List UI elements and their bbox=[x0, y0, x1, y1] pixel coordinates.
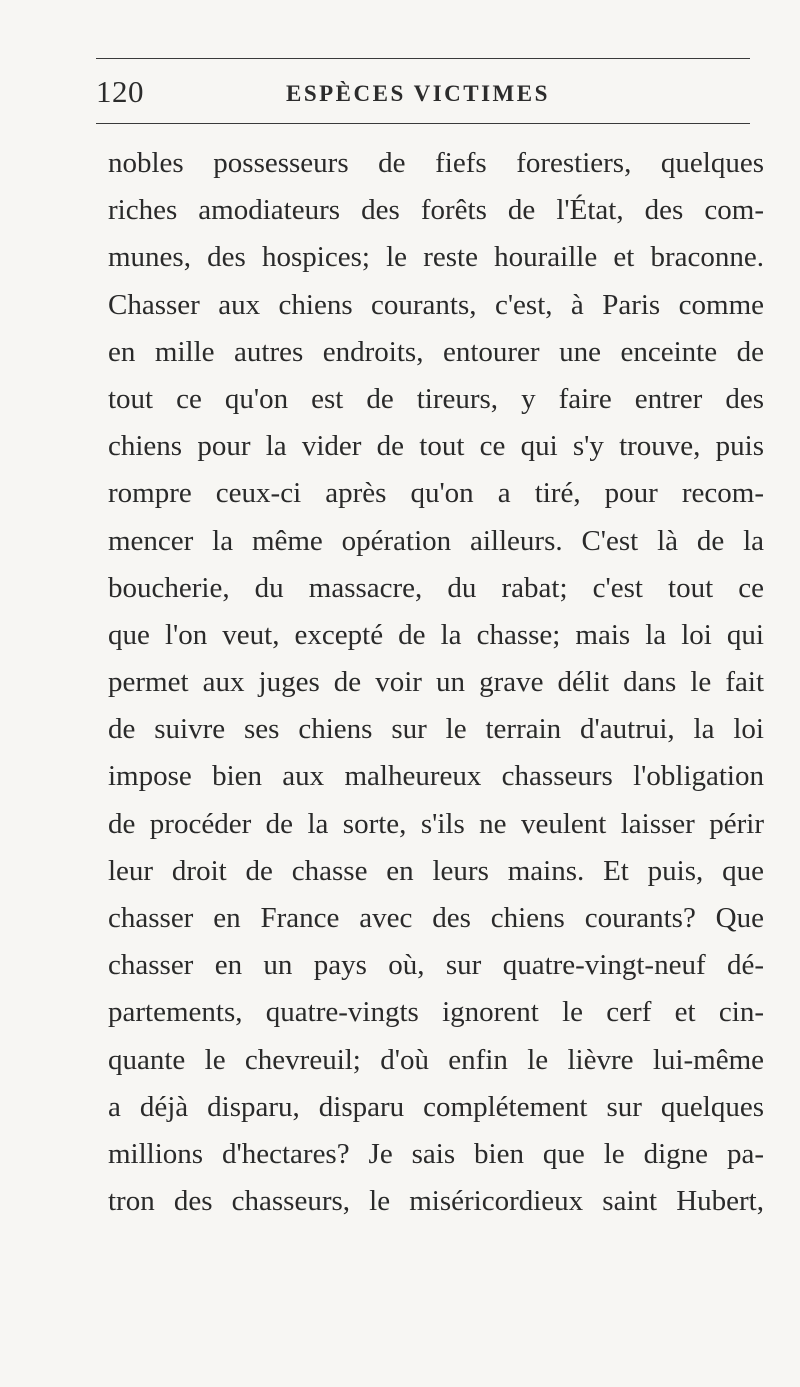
page-number: 120 bbox=[96, 74, 144, 109]
text-line: millions d'hectares? Je sais bien que le digne pa- bbox=[108, 1137, 764, 1170]
header-top-rule bbox=[96, 58, 750, 59]
running-title: ESPÈCES VICTIMES bbox=[286, 81, 550, 106]
text-line: permet aux juges de voir un grave délit dans le fait bbox=[108, 666, 764, 699]
text-line: de suivre ses chiens sur le terrain d'autrui, la loi bbox=[108, 713, 764, 746]
text-line: impose bien aux malheureux chasseurs l'obligation bbox=[108, 760, 764, 793]
text-line: quante le chevreuil; d'où enfin le lièvre lui-même bbox=[108, 1043, 764, 1076]
text-line: a déjà disparu, disparu complétement sur quelques bbox=[108, 1090, 764, 1123]
text-line: rompre ceux-ci après qu'on a tiré, pour recom- bbox=[108, 477, 764, 510]
text-line: mencer la même opération ailleurs. C'est là de la bbox=[108, 524, 764, 557]
text-line: chasser en un pays où, sur quatre-vingt-neuf dé- bbox=[108, 949, 764, 982]
body-paragraph bbox=[108, 140, 764, 1225]
text-line: leur droit de chasse en leurs mains. Et puis, que bbox=[108, 854, 764, 887]
text-line: en mille autres endroits, entourer une enceinte de bbox=[108, 335, 764, 368]
header-bottom-rule bbox=[96, 123, 750, 124]
text-line: boucherie, du massacre, du rabat; c'est tout ce bbox=[108, 571, 764, 604]
text-line: que l'on veut, excepté de la chasse; mais la loi qui bbox=[108, 618, 764, 651]
text-line: munes, des hospices; le reste houraille et braconne. bbox=[108, 241, 764, 274]
text-line: tout ce qu'on est de tireurs, y faire entrer des bbox=[108, 382, 764, 415]
text-line: Chasser aux chiens courants, c'est, à Paris comme bbox=[108, 288, 764, 321]
page-header bbox=[96, 72, 750, 112]
text-line: riches amodiateurs des forêts de l'État, des com- bbox=[108, 194, 764, 227]
text-line: chasser en France avec des chiens courants? Que bbox=[108, 902, 764, 934]
text-line: de procéder de la sorte, s'ils ne veulent laisser périr bbox=[108, 807, 764, 840]
text-line: nobles possesseurs de fiefs forestiers, quelques bbox=[108, 147, 764, 179]
text-line: tron des chasseurs, le miséricordieux saint Hubert, bbox=[108, 1185, 764, 1218]
text-line: partements, quatre-vingts ignorent le cerf et cin- bbox=[108, 996, 764, 1029]
text-line: chiens pour la vider de tout ce qui s'y trouve, puis bbox=[108, 430, 764, 463]
